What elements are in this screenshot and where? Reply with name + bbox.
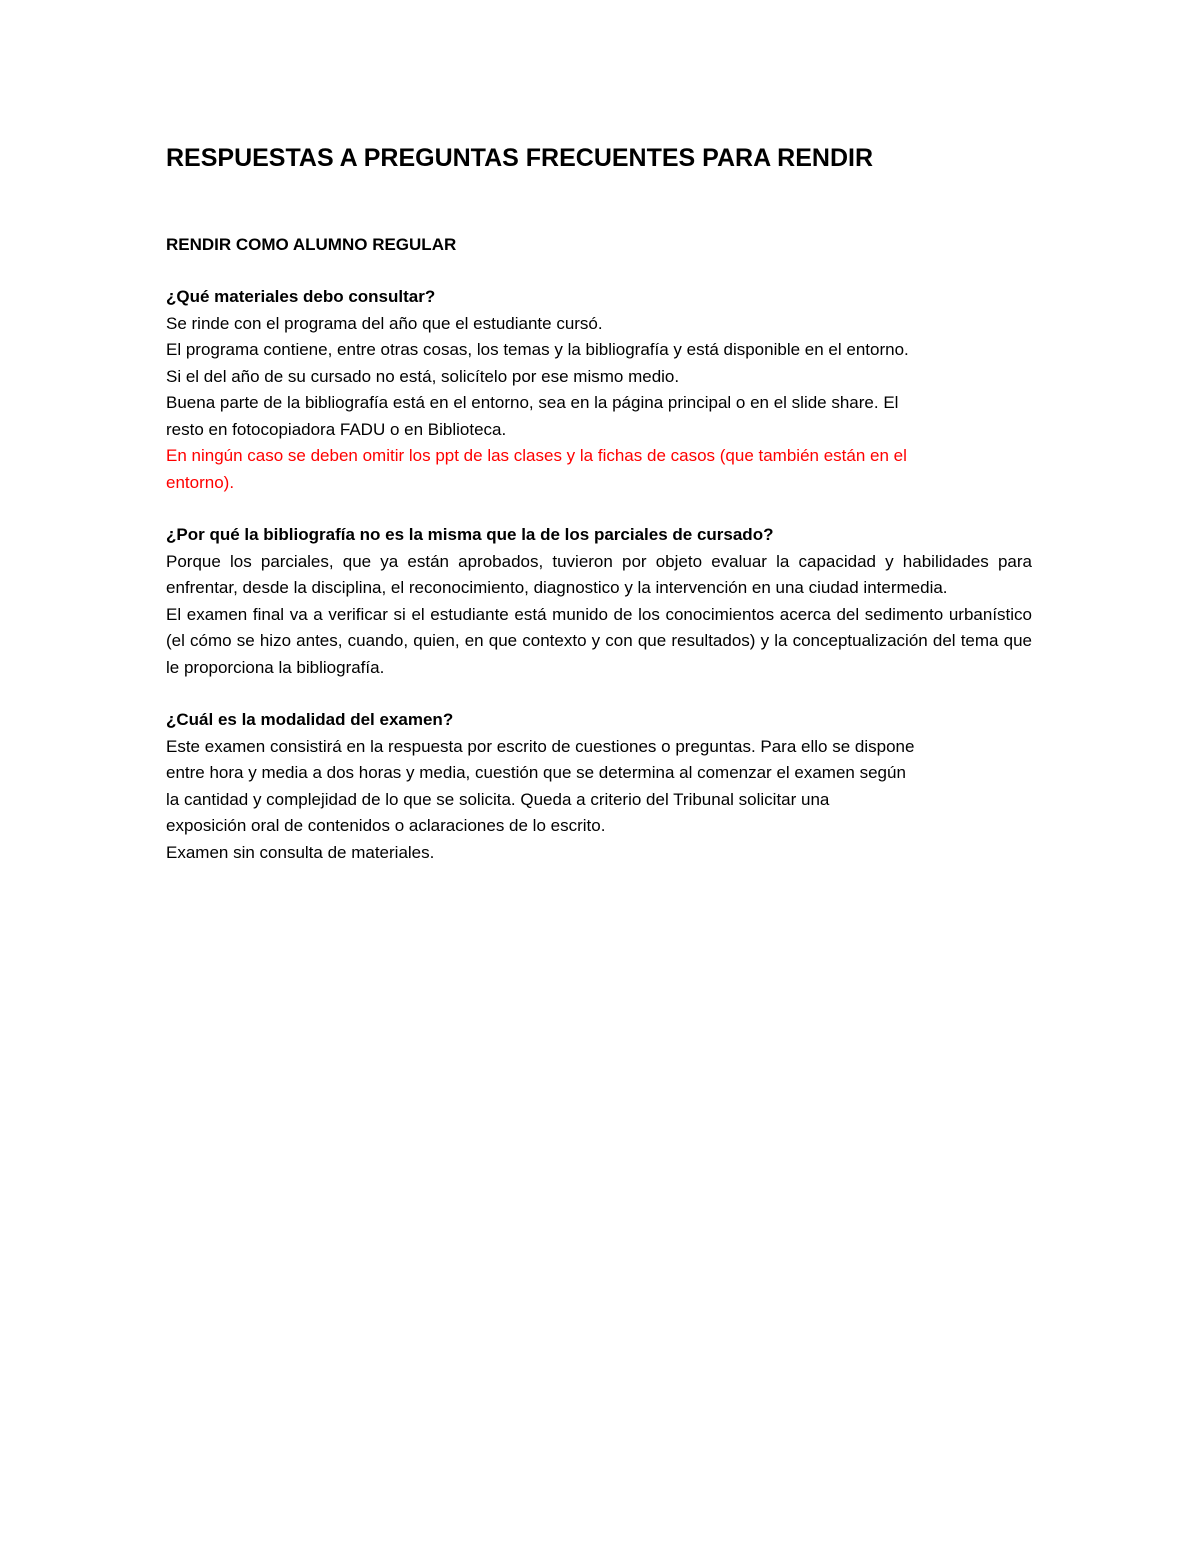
faq-answer-line: resto en fotocopiadora FADU o en Biblioteca.: [166, 419, 507, 439]
faq-item-bibliography: [166, 522, 1036, 681]
faq-answer-line: entre hora y media a dos horas y media, cuestión que se determina al comenzar el examen según: [166, 763, 906, 782]
faq-answer-line: Examen sin consulta de materiales.: [166, 842, 435, 862]
faq-answer-line: Este examen consistirá en la respuesta por escrito de cuestiones o preguntas. Para ello se dispone: [166, 736, 915, 756]
faq-answer-line: Buena parte de la bibliografía está en el entorno, sea en la página principal o en el slide share. El: [166, 393, 899, 412]
faq-warning-line: entorno).: [166, 472, 235, 492]
faq-answer-line: El programa contiene, entre otras cosas, los temas y la bibliografía y está disponible en el entorno.: [166, 340, 909, 359]
faq-question: ¿Cuál es la modalidad del examen?: [166, 710, 454, 729]
faq-answer-line: Se rinde con el programa del año que el estudiante cursó.: [166, 313, 603, 333]
faq-answer-line: Si el del año de su cursado no está, solicítelo por ese mismo medio.: [166, 366, 680, 386]
faq-answer-line: exposición oral de contenidos o aclaraciones de lo escrito.: [166, 816, 606, 835]
section-heading: RENDIR COMO ALUMNO REGULAR: [166, 235, 457, 254]
faq-warning-line: En ningún caso se deben omitir los ppt de las clases y la fichas de casos (que también están en el: [166, 446, 907, 465]
faq-answer-paragraph: Porque los parciales, que ya están aprobados, tuvieron por objeto evaluar la capacidad y habilidades para enfrentar, desde la disciplina, el reconocimiento, diagnostico y la intervención en una ciudad intermedia.: [166, 551, 1032, 597]
faq-question: ¿Por qué la bibliografía no es la misma que la de los parciales de cursado?: [166, 525, 774, 544]
faq-question: ¿Qué materiales debo consultar?: [166, 287, 436, 306]
document-title: RESPUESTAS A PREGUNTAS FRECUENTES PARA RENDIR: [166, 144, 874, 172]
faq-item-modality: [166, 707, 1036, 866]
faq-item-materials: [166, 284, 1036, 496]
document-page: [166, 140, 1036, 866]
faq-answer-line: la cantidad y complejidad de lo que se solicita. Queda a criterio del Tribunal solicitar una: [166, 789, 830, 809]
faq-answer-paragraph: El examen final va a verificar si el estudiante está munido de los conocimientos acerca del sedimento urbanístico (el cómo se hizo antes, cuando, quien, en que contexto y con que resultados) y la conceptualización del tema que le proporciona la bibliografía.: [166, 604, 1032, 677]
